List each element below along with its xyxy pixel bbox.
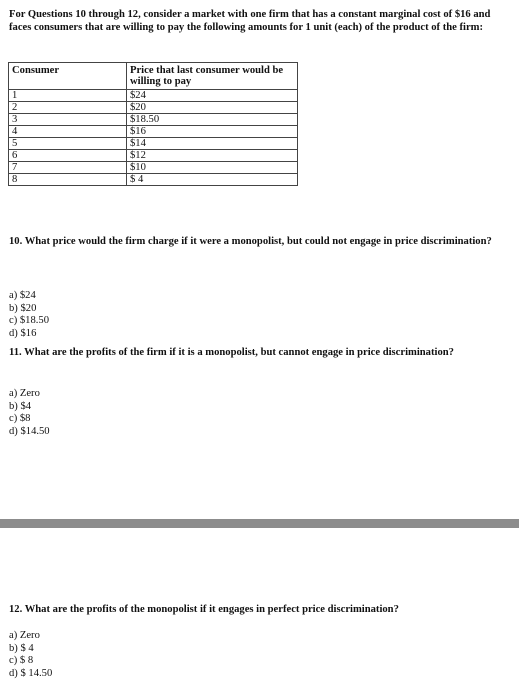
option-c: c) $18.50	[9, 315, 50, 326]
table-row	[9, 102, 298, 114]
section-divider	[0, 519, 519, 528]
consumer-cell: 8	[9, 174, 127, 186]
question-10: 10. What price would the firm charge if it were a monopolist, but could not engage in price discrimination?	[9, 236, 492, 247]
column-header-consumer: Consumer	[9, 63, 127, 90]
question-11: 11. What are the profits of the firm if it is a monopolist, but cannot engage in price discrimination?	[9, 347, 454, 358]
price-cell: $12	[127, 150, 298, 162]
price-cell: $16	[127, 126, 298, 138]
option-c: c) $8	[9, 413, 31, 424]
consumer-cell: 2	[9, 102, 127, 114]
intro-paragraph: For Questions 10 through 12, consider a market with one firm that has a constant marginal cost of $16 and faces consumers that are willing to pay the following amounts for 1 unit (each) of the product of the firm:	[9, 9, 491, 33]
question-11-options	[9, 388, 50, 438]
willingness-to-pay-table	[8, 62, 298, 186]
column-header-price: Price that last consumer would be willing to pay	[127, 63, 298, 90]
option-a: a) Zero	[9, 388, 40, 399]
option-b: b) $20	[9, 302, 37, 314]
option-a: a) $24	[9, 290, 36, 301]
consumer-cell: 6	[9, 150, 127, 162]
table-row	[9, 174, 298, 186]
price-cell: $14	[127, 138, 298, 150]
question-10-options	[9, 290, 49, 340]
consumer-cell: 3	[9, 114, 127, 126]
consumer-cell: 4	[9, 126, 127, 138]
consumer-cell: 1	[9, 90, 127, 102]
option-d: d) $14.50	[9, 425, 50, 437]
option-a: a) Zero	[9, 630, 40, 641]
table-row	[9, 90, 298, 102]
option-b: b) $ 4	[9, 642, 34, 654]
question-12-options	[9, 630, 52, 680]
table-row	[9, 126, 298, 138]
table-header-row	[9, 63, 298, 90]
table-row	[9, 150, 298, 162]
price-cell: $20	[127, 102, 298, 114]
table-row	[9, 138, 298, 150]
option-d: d) $16	[9, 327, 37, 339]
table-row	[9, 162, 298, 174]
question-12: 12. What are the profits of the monopolist if it engages in perfect price discrimination?	[9, 604, 399, 615]
consumer-cell: 7	[9, 162, 127, 174]
option-c: c) $ 8	[9, 655, 34, 666]
price-cell: $24	[127, 90, 298, 102]
option-d: d) $ 14.50	[9, 667, 53, 679]
option-b: b) $4	[9, 400, 32, 412]
consumer-cell: 5	[9, 138, 127, 150]
price-cell: $18.50	[127, 114, 298, 126]
table-row	[9, 114, 298, 126]
price-cell: $ 4	[127, 174, 298, 186]
price-cell: $10	[127, 162, 298, 174]
